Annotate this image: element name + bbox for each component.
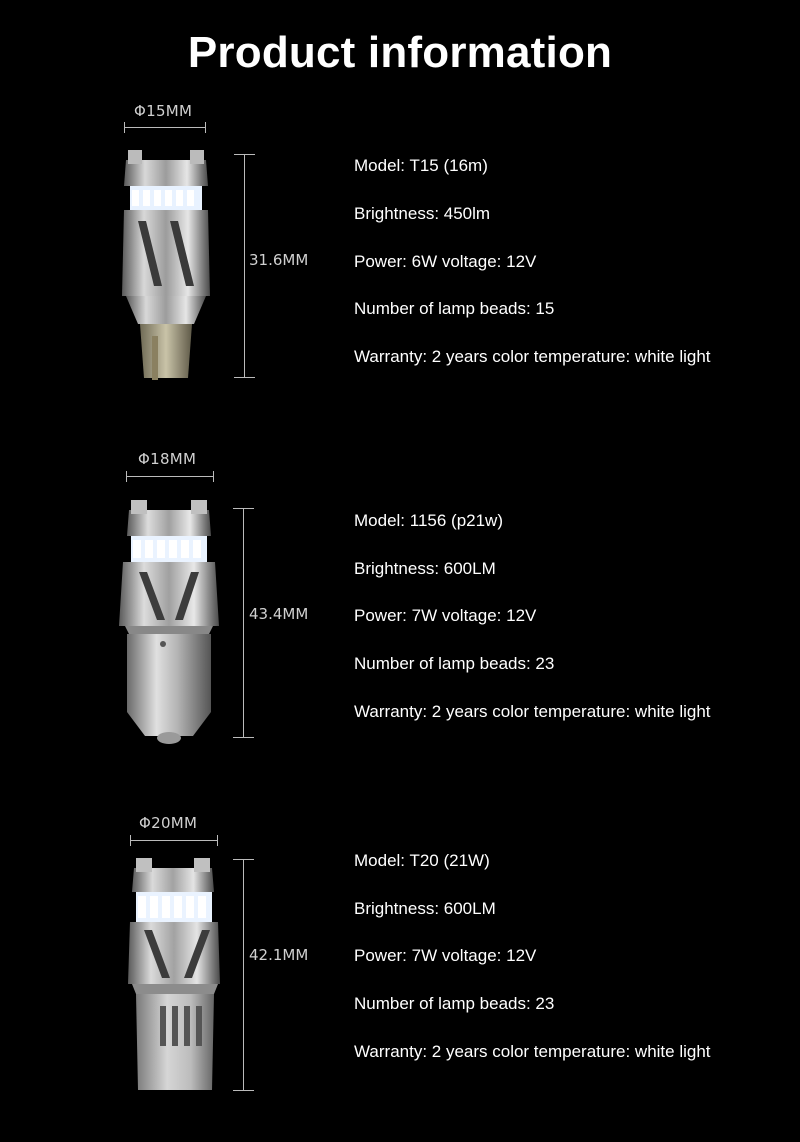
spec-warranty: Warranty: 2 years color temperature: white light (354, 702, 711, 721)
page-title: Product information (187, 28, 613, 77)
spec-warranty: Warranty: 2 years color temperature: white light (354, 347, 711, 366)
spec-lamp-beads: Number of lamp beads: 23 (354, 994, 555, 1013)
diameter-label: Φ15MM (134, 102, 193, 120)
product-t20 (0, 812, 800, 1142)
diameter-label: Φ18MM (138, 450, 197, 468)
product-t15 (0, 96, 800, 426)
t15-bulb-image (118, 146, 214, 384)
spec-model: Model: 1156 (p21w) (354, 511, 503, 530)
1156-bulb-image (117, 498, 221, 748)
spec-brightness: Brightness: 600LM (354, 559, 496, 578)
spec-lamp-beads: Number of lamp beads: 15 (354, 299, 555, 318)
spec-model: Model: T20 (21W) (354, 851, 490, 870)
diameter-dimension-line (126, 476, 214, 477)
spec-power: Power: 6W voltage: 12V (354, 252, 537, 271)
length-label: 43.4MM (249, 605, 309, 623)
spec-power: Power: 7W voltage: 12V (354, 946, 537, 965)
spec-warranty: Warranty: 2 years color temperature: white light (354, 1042, 711, 1061)
diameter-dimension-line (124, 127, 206, 128)
length-label: 31.6MM (249, 251, 309, 269)
length-dimension-line (243, 859, 244, 1091)
product-1156 (0, 448, 800, 778)
spec-brightness: Brightness: 600LM (354, 899, 496, 918)
length-label: 42.1MM (249, 946, 309, 964)
length-dimension-line (244, 154, 245, 378)
diameter-dimension-line (130, 840, 218, 841)
spec-lamp-beads: Number of lamp beads: 23 (354, 654, 555, 673)
spec-power: Power: 7W voltage: 12V (354, 606, 537, 625)
length-dimension-line (243, 508, 244, 738)
spec-brightness: Brightness: 450lm (354, 204, 491, 223)
t20-bulb-image (126, 858, 228, 1094)
diameter-label: Φ20MM (139, 814, 198, 832)
spec-model: Model: T15 (16m) (354, 156, 488, 175)
